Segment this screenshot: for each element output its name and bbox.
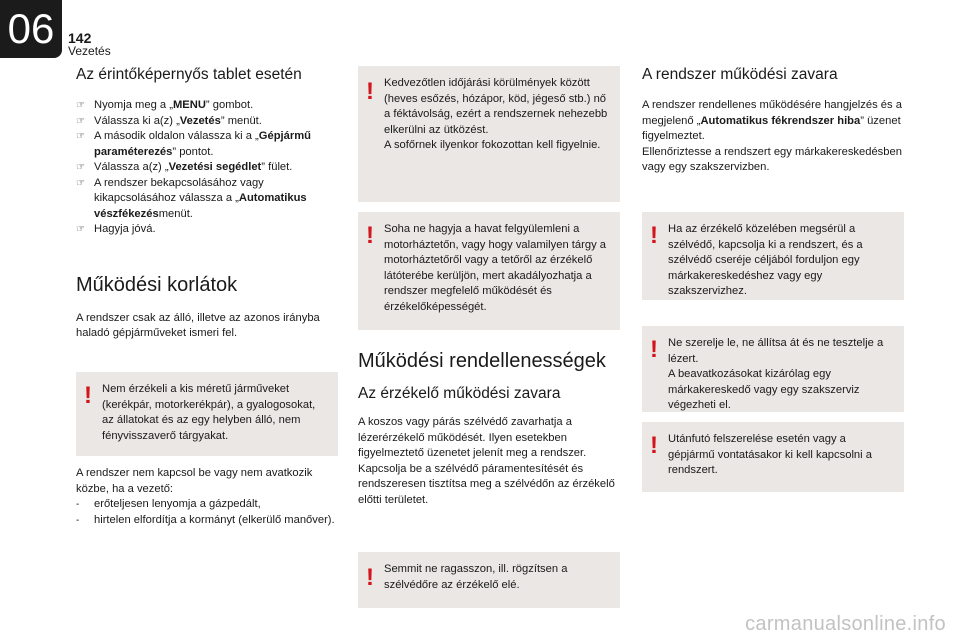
finger-pointer-icon: ☞ — [76, 100, 85, 111]
list-item: ☞ Hagyja jóvá. — [76, 222, 338, 238]
column-1-bottom — [76, 466, 338, 528]
list-item: - erőteljesen lenyomja a gázpedált, — [76, 498, 261, 510]
exclamation-warning-icon: ! — [650, 336, 658, 363]
list-item: ☞ Válassza a(z) „Vezetési segédlet” fület. — [76, 160, 338, 176]
chapter-tab — [0, 0, 62, 58]
page-number: 142 — [68, 30, 92, 46]
warning-box-detection: ! Nem érzékeli a kis méretű járműveket (kerékpár, motorkerékpár), a gyalogosokat, az állatokat és az egy helyben álló, nem fényvisszaverő tárgyakat. — [76, 372, 338, 456]
page-section-title: Vezetés — [68, 44, 111, 58]
heading-malfunctions: Működési rendellenességek — [358, 350, 606, 372]
warning-box-windscreen: ! Semmit ne ragasszon, ill. rögzítsen a szélvédőre az érzékelő elé. — [358, 552, 620, 608]
list-item: ☞ A második oldalon válassza ki a „Gépjármű paraméterezés” pontot. — [76, 130, 312, 158]
heading-limits: Működési korlátok — [76, 273, 238, 296]
chapter-number: 06 — [7, 5, 55, 52]
exclamation-warning-icon: ! — [366, 564, 374, 591]
exclamation-warning-icon: ! — [366, 78, 374, 105]
exclamation-warning-icon: ! — [84, 382, 92, 409]
column-3 — [642, 66, 904, 176]
warning-box-weather: ! Kedvezőtlen időjárási körülmények között (heves esőzés, hózápor, köd, jégeső stb.) nő a féktávolság, ezért a rendszernek nehezebb elkerülni az ütközést. A sofőrnek ilyenkor fokozottan kell figyelnie. — [358, 66, 620, 202]
list-item: ☞ Válassza ki a(z) „Vezetés” menüt. — [76, 114, 338, 130]
warning-box-trailer: ! Utánfutó felszerelése esetén vagy a gépjármű vontatásakor ki kell kapcsolni a rendszert. — [642, 422, 904, 492]
heading-sensor-fault: Az érzékelő működési zavara — [358, 385, 561, 402]
list-item: - hirtelen elfordítja a kormányt (elkerülő manőver). — [76, 513, 335, 526]
exclamation-warning-icon: ! — [650, 432, 658, 459]
finger-pointer-icon: ☞ — [76, 115, 85, 127]
limits-paragraph: A rendszer csak az álló, illetve az azonos irányba haladó gépjárműveket ismeri fel. — [76, 311, 320, 339]
list-item: ☞ Nyomja meg a „MENU” gombot. — [76, 98, 338, 114]
watermark: carmanualsonline.info — [745, 613, 946, 635]
exclamation-warning-icon: ! — [650, 222, 658, 249]
sensor-fault-paragraph: A koszos vagy párás szélvédő zavarhatja a lézerérzékelő működését. Ilyen esetekben figyelmeztető üzenetet jelenít meg a rendszer. Kapcsolja be a szélvédő páramentesítését és rendszeresen tisztítsa meg a szélvédőn az érzékelő előtti területet. — [358, 416, 615, 506]
finger-pointer-icon: ☞ — [76, 177, 85, 189]
column-1 — [76, 66, 338, 342]
intervention-paragraph: A rendszer nem kapcsol be vagy nem avatkozik közbe, ha a vezető: — [76, 467, 313, 495]
finger-pointer-icon: ☞ — [76, 162, 85, 173]
exclamation-warning-icon: ! — [366, 222, 374, 249]
warning-box-snow: ! Soha ne hagyja a havat felgyülemleni a motorháztetőn, vagy hogy valamilyen tárgy a motorháztetőről vagy a tetőről az érzékelő látóterébe kerüljön, mert akadályozhatja a rendszer megfelelő működését és érzékelőképességét. — [358, 212, 620, 330]
finger-pointer-icon: ☞ — [76, 224, 85, 235]
column-2-middle — [358, 350, 620, 508]
system-fault-paragraph: A rendszer rendellenes működésére hangjelzés és a megjelenő „Automatikus fékrendszer hiba” üzenet figyelmeztet. Ellenőriztesse a rendszert egy márkakereskedésben vagy egy szakszervizben. — [642, 99, 902, 173]
warning-box-laser: ! Ne szerelje le, ne állítsa át és ne tesztelje a lézert. A beavatkozásokat kizárólag egy márkakereskedő vagy egy szakszerviz végezheti el. — [642, 326, 904, 412]
heading-system-fault: A rendszer működési zavara — [642, 66, 838, 83]
steps-list — [76, 98, 338, 238]
heading-tablet: Az érintőképernyős tablet esetén — [76, 66, 302, 83]
finger-pointer-icon: ☞ — [76, 131, 85, 142]
warning-box-damaged-windscreen: ! Ha az érzékelő közelében megsérül a szélvédő, kapcsolja ki a rendszert, és a szélvédő cseréje céljából forduljon egy márkakereskedéshez vagy egy szakszervizhez. — [642, 212, 904, 300]
list-item: ☞ A rendszer bekapcsolásához vagy kikapcsolásához válassza a „Automatikus vészfékezésmenüt. — [76, 176, 307, 220]
dash-list — [76, 497, 338, 528]
